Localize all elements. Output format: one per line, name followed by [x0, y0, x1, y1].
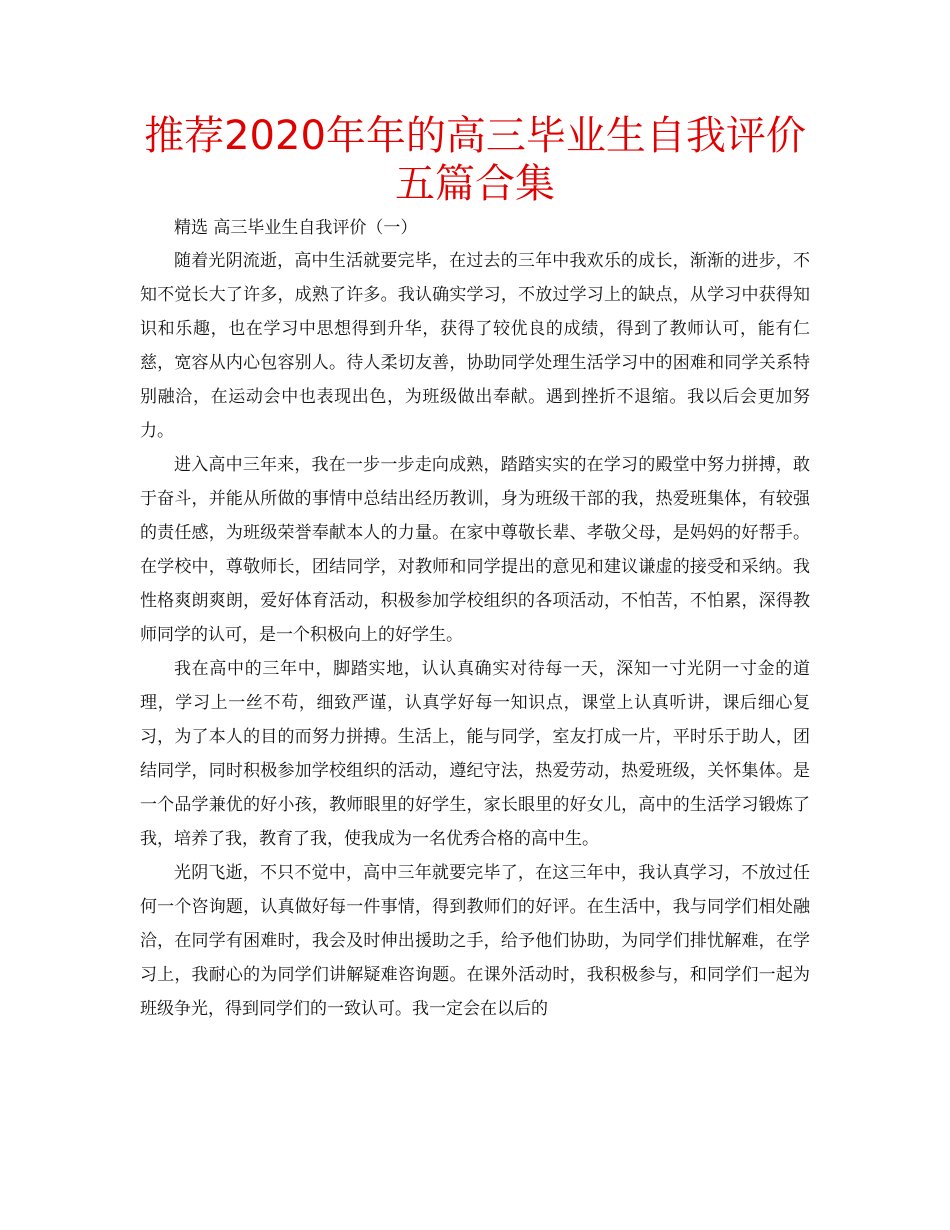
paragraph-4: 光阴飞逝，不只不觉中，高中三年就要完毕了，在这三年中，我认真学习，不放过任何一个咨询题，认真做好每一件事情，得到教师们的好评。在生活中，我与同学们相处融洽，在同学有困难时，我会及时伸出援助之手，给予他们协助，为同学们排忧解难，在学习上，我耐心的为同学们讲解疑难咨询题。在课外活动时，我积极参与，和同学们一起为班级争光，得到同学们的一致认可。我一定会在以后的 [140, 863, 810, 1019]
document-title: 推荐2020年年的高三毕业生自我评价五篇合集 [144, 113, 806, 207]
paragraph-3: 我在高中的三年中，脚踏实地，认认真确实对待每一天，深知一寸光阴一寸金的道理，学习上一丝不苟，细致严谨，认真学好每一知识点，课堂上认真听讲，课后细心复习，为了本人的目的而努力拼搏。生活上，能与同学，室友打成一片，平时乐于助人，团结同学，同时积极参加学校组织的活动，遵纪守法，热爱劳动，热爱班级，关怀集体。是一个品学兼优的好小孩，教师眼里的好学生，家长眼里的好女儿，高中的生活学习锻炼了我，培养了我，教育了我，使我成为一名优秀合格的高中生。 [140, 659, 810, 849]
paragraph-1: 随着光阴流逝，高中生活就要完毕，在过去的三年中我欢乐的成长，渐渐的进步，不知不觉长大了许多，成熟了许多。我认确实学习，不放过学习上的缺点，从学习中获得知识和乐趣，也在学习中思想得到升华，获得了较优良的成绩，得到了教师认可，能有仁慈，宽容从内心包容别人。待人柔切友善，协助同学处理生活学习中的困难和同学关系特别融洽，在运动会中也表现出色，为班级做出奉献。遇到挫折不退缩。我以后会更加努力。 [140, 251, 810, 441]
section-subheading: 精选 高三毕业生自我评价（一） [174, 218, 418, 238]
document-body [140, 212, 810, 1026]
paragraph-2: 进入高中三年来，我在一步一步走向成熟，踏踏实实的在学习的殿堂中努力拼搏，敢于奋斗，并能从所做的事情中总结出经历教训，身为班级干部的我，热爱班集体，有较强的责任感，为班级荣誉奉献本人的力量。在家中尊敬长辈、孝敬父母，是妈妈的好帮手。在学校中，尊敬师长，团结同学，对教师和同学提出的意见和建议谦虚的接受和采纳。我性格爽朗爽朗，爱好体育活动，积极参加学校组织的各项活动，不怕苦，不怕累，深得教师同学的认可，是一个积极向上的好学生。 [140, 455, 810, 645]
